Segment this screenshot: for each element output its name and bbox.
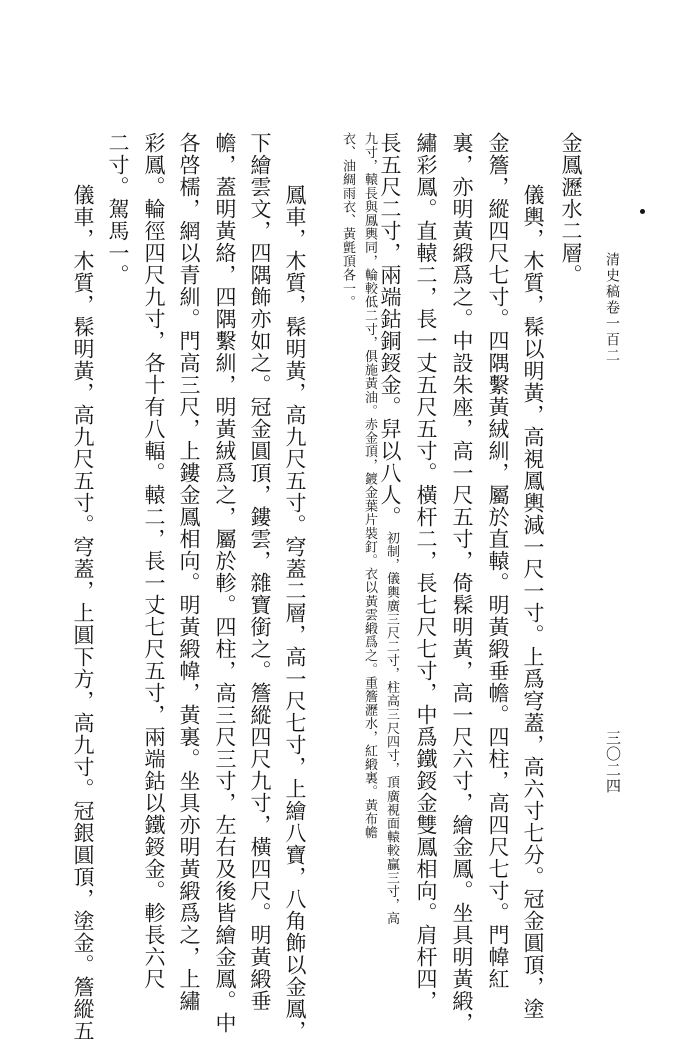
page-number: 三〇二四	[604, 730, 622, 794]
text-column: 裏，亦明黃緞爲之。中設朱座，高一尺五寸，倚髹明黃，高一尺六寸，繪金鳳。坐具明黃緞，	[450, 132, 474, 1034]
text-column: 鳳車，木質，髹明黃，高九尺五寸。穹蓋二層，高一尺七寸，上繪八寶，八角飾以金鳳，	[283, 184, 307, 1042]
text-column: 幨，蓋明黃絡，四隅繫紃，明黃絨爲之，屬於軫。四柱，高三尺三寸，左右及後皆繪金鳳。中	[213, 132, 237, 1034]
annotation-column: 初制，儀輿廣三尺二寸，柱高三尺四寸，頂廣視面轅較贏三寸，高	[384, 531, 399, 926]
margin-dot	[640, 209, 645, 214]
text-column: 彩鳳。輪徑四尺九寸，各十有八輻。轅二，長一丈七尺五寸，兩端鈷以鐵鋄金。軫長六尺	[142, 132, 166, 990]
text-column: 下繪雲文，四隅飾亦如之。冠金圓頂，鏤雲，雜寶銜之。簷縱四尺九寸，橫四尺。明黃緞垂	[248, 132, 272, 1012]
annotation-column: 衣、油綢雨衣、黃氈頂各一。	[340, 132, 355, 309]
annotation-column: 九寸，轅長與鳳輿同，輪較低二寸，俱施黃油。赤金頂，鍍金葉片裝釘。衣以黃雲緞爲之。重簷瀝水，紅緞裏。黃布幨	[362, 132, 377, 840]
text-column: 二寸。駕馬一。	[106, 132, 130, 286]
text-column: 儀車，木質，髹明黃，高九尺五寸。穹蓋，上圓下方，高九寸。冠銀圓頂，塗金。簷縱五	[71, 184, 95, 1042]
text-column: 各啓檽，網以青紃。門高三尺，上鏤金鳳相向。明黃緞幃，黃裏。坐具亦明黃緞爲之，上繡	[177, 132, 201, 1012]
text-column: 儀輿，木質，髹以明黃，高視鳳輿減一尺一寸。上爲穹蓋，高六寸七分。冠金圓頂，塗	[521, 184, 545, 1020]
text-column: 金鳳瀝水二層。	[559, 132, 583, 286]
text-column: 金簷，縱四尺七寸。四隅繫黃絨紃，屬於直轅。明黃緞垂幨。四柱，高四尺七寸。門幃紅	[486, 132, 510, 990]
text-column: 長五尺二寸，兩端鈷銅鋄金。舁以八人。	[378, 132, 402, 528]
running-header-title: 清史稿卷一百二	[604, 252, 620, 364]
text-column: 繡彩鳳。直轅二，長一丈五尺五寸。橫杆二，長七尺七寸，中爲鐵鋄金雙鳳相向。肩杆四，	[414, 132, 438, 1012]
